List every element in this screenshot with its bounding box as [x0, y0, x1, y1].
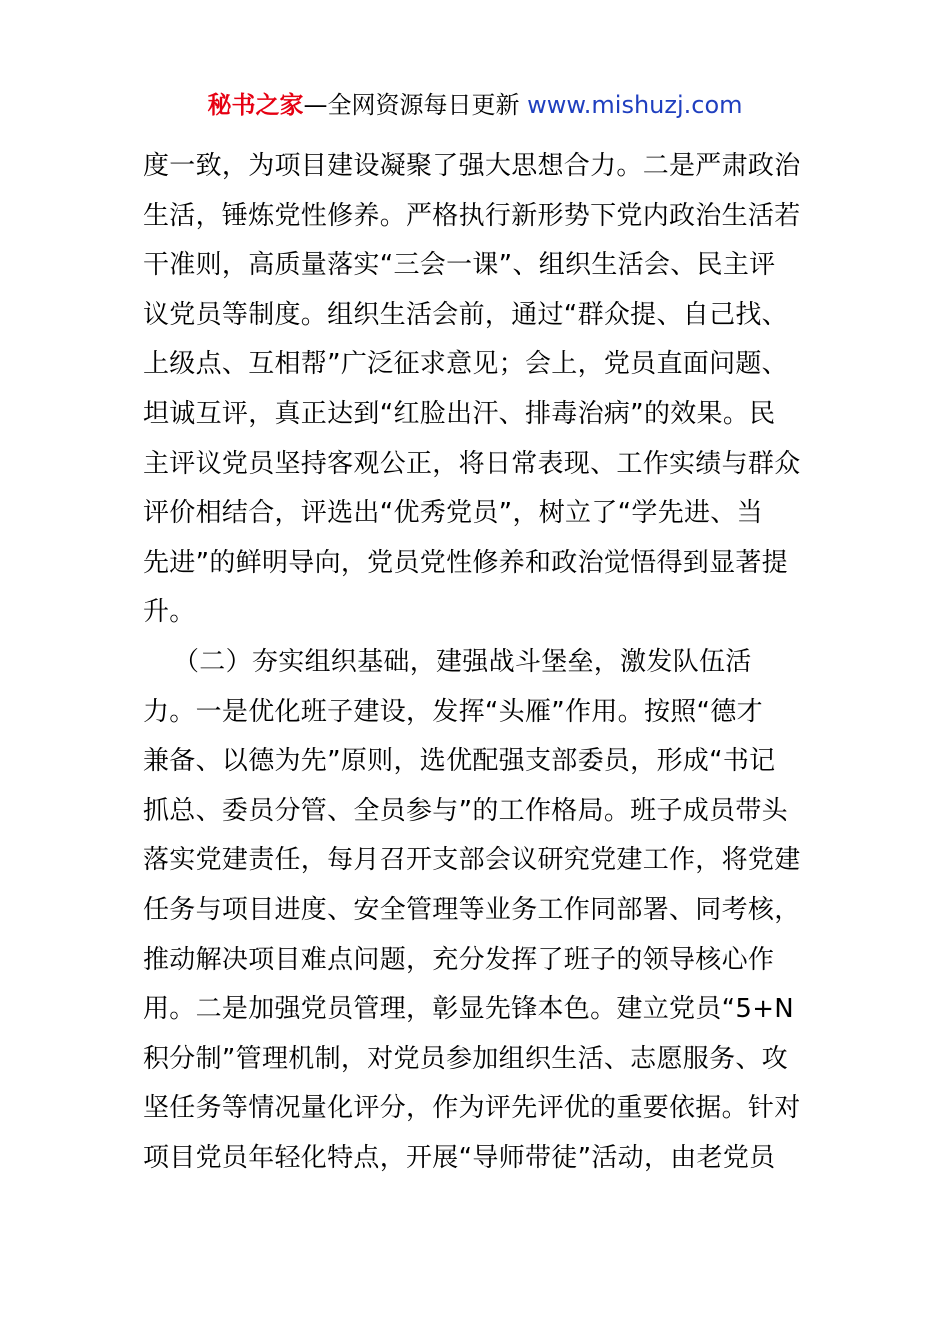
brand-name: 秘书之家 — [207, 91, 304, 119]
text-line: 推动解决项目难点问题，充分发挥了班子的领导核心作 — [143, 944, 775, 975]
text-line: 落实党建责任，每月召开支部会议研究党建工作，将党建 — [143, 845, 801, 876]
header-tagline: —全网资源每日更新 — [303, 91, 528, 119]
text-line: 评价相结合，评选出“优秀党员”，树立了“学先进、当 — [143, 498, 763, 529]
page-header — [0, 87, 950, 123]
text-line: 坦诚互评，真正达到“红脸出汗、排毒治病”的效果。民 — [143, 398, 776, 429]
text-line: 上级点、互相帮”广泛征求意见；会上，党员直面问题、 — [143, 349, 788, 380]
site-url[interactable]: www.mishuzj.com — [527, 91, 743, 119]
document-body — [143, 142, 813, 1183]
text-line: 任务与项目进度、安全管理等业务工作同部署、同考核， — [143, 894, 801, 925]
text-line: 升。 — [143, 597, 196, 628]
text-line: 力。一是优化班子建设，发挥“头雁”作用。按照“德才 — [143, 696, 763, 727]
text-line: 积分制”管理机制，对党员参加组织生活、志愿服务、攻 — [143, 1043, 788, 1074]
text-line: 坚任务等情况量化评分，作为评先评优的重要依据。针对 — [143, 1093, 801, 1124]
text-line: 主评议党员坚持客观公正，将日常表现、工作实绩与群众 — [143, 448, 801, 479]
text-line: 议党员等制度。组织生活会前，通过“群众提、自己找、 — [143, 299, 788, 330]
text-line: 抓总、委员分管、全员参与”的工作格局。班子成员带头 — [143, 795, 788, 826]
text-line: 兼备、以德为先”原则，选优配强支部委员，形成“书记 — [143, 746, 776, 777]
text-line: 干准则，高质量落实“三会一课”、组织生活会、民主评 — [143, 250, 776, 281]
text-line: 度一致，为项目建设凝聚了强大思想合力。二是严肃政治 — [143, 151, 801, 181]
text-line: 先进”的鲜明导向，党员党性修养和政治觉悟得到显著提 — [143, 547, 788, 578]
section-heading-line: （二）夯实组织基础，建强战斗堡垒，激发队伍活 — [173, 646, 752, 677]
text-line: 生活，锤炼党性修养。严格执行新形势下党内政治生活若 — [143, 200, 801, 231]
text-line: 项目党员年轻化特点，开展“导师带徒”活动，由老党员 — [143, 1142, 776, 1173]
text-line: 用。二是加强党员管理，彰显先锋本色。建立党员“5+N — [143, 994, 795, 1025]
